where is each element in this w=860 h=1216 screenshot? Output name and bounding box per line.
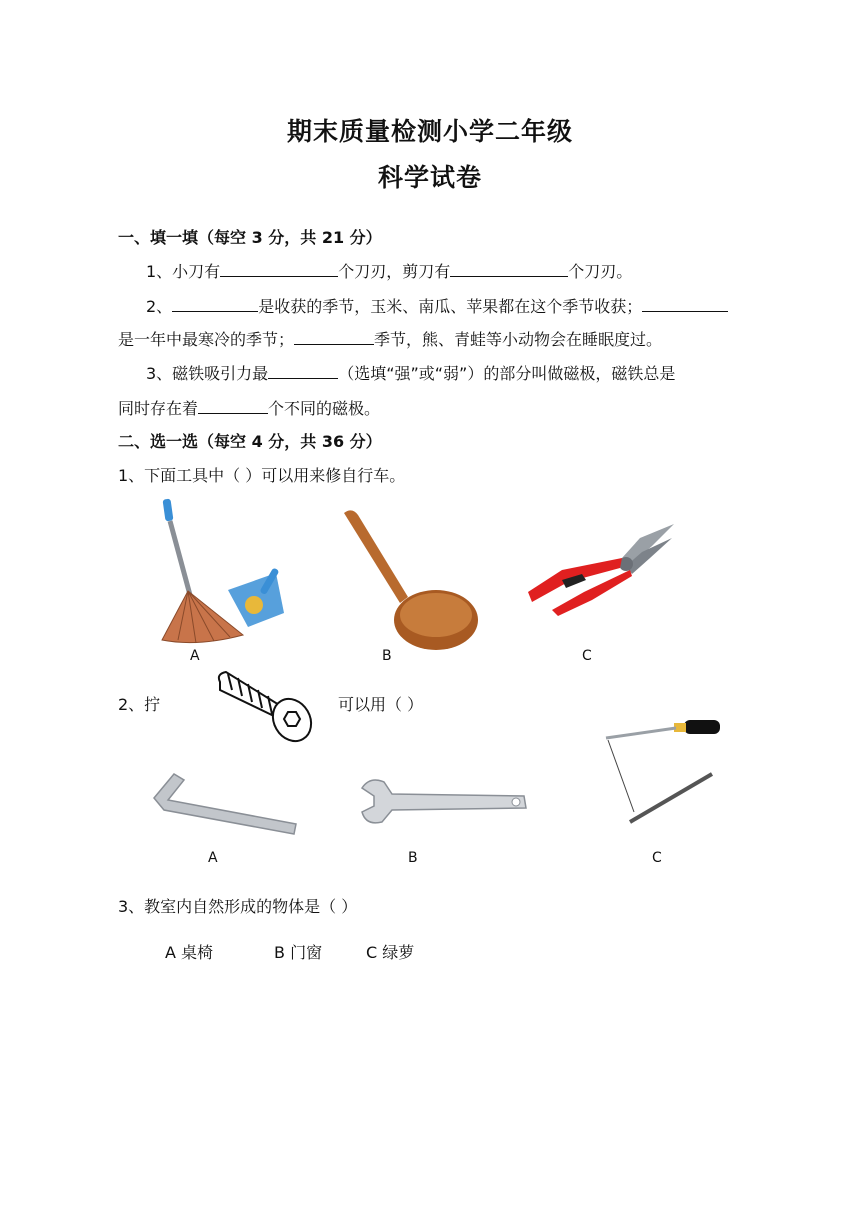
broom-dustpan-icon[interactable]: [148, 495, 293, 645]
q3-text-d: 个不同的磁极。: [268, 399, 381, 418]
q3-option-b[interactable]: B 门窗: [274, 943, 323, 962]
answer-blank[interactable]: [642, 295, 728, 312]
answer-blank[interactable]: [294, 328, 374, 345]
q2-text-b: 是收获的季节，玉米、南瓜、苹果都在这个季节收获；: [258, 297, 643, 316]
q2-option-a-label[interactable]: A: [208, 850, 218, 866]
q2-text-a: 2、: [146, 297, 173, 316]
q3-text-c: 同时存在着: [118, 399, 199, 418]
fill-question-2: [146, 294, 728, 317]
allen-key-icon[interactable]: [144, 768, 304, 838]
answer-blank[interactable]: [220, 260, 338, 277]
fill-question-3-cont: [118, 396, 380, 419]
q3-option-c[interactable]: C 绿萝: [366, 943, 415, 962]
q2-option-c-label[interactable]: C: [652, 850, 662, 866]
section2-heading: 二、选一选（每空 4 分，共 36 分）: [118, 432, 382, 451]
q3-text-b: （选填“强”或“弱”）的部分叫做磁极，磁铁总是: [338, 364, 676, 383]
q1-option-c-label[interactable]: C: [582, 648, 592, 664]
q1-option-b-label[interactable]: B: [382, 648, 392, 664]
answer-blank[interactable]: [198, 397, 268, 414]
q3-text-a: 3、磁铁吸引力最: [146, 364, 269, 383]
choice-question-3: 3、教室内自然形成的物体是（ ）: [118, 897, 358, 916]
choice-question-2-post: 可以用（ ）: [338, 695, 424, 714]
answer-blank[interactable]: [268, 362, 338, 379]
fill-question-3: [146, 361, 675, 384]
q1-option-a-label[interactable]: A: [190, 648, 200, 664]
q2-option-b-label[interactable]: B: [408, 850, 418, 866]
hex-socket-screw-icon: [214, 668, 314, 744]
q2-text-c: 是一年中最寒冷的季节；: [118, 330, 295, 349]
fill-question-2-cont: [118, 327, 662, 350]
choice-question-2-pre: 2、拧: [118, 695, 161, 714]
q2-text-d: 季节，熊、青蛙等小动物会在睡眠度过。: [374, 330, 663, 349]
answer-blank[interactable]: [450, 260, 568, 277]
wooden-ladle-icon[interactable]: [338, 505, 483, 650]
pliers-icon[interactable]: [522, 518, 682, 618]
answer-blank[interactable]: [172, 295, 258, 312]
section1-heading: 一、填一填（每空 3 分，共 21 分）: [118, 228, 382, 247]
page-subtitle: 科学试卷: [377, 163, 482, 192]
q1-text-c: 个刀刃。: [568, 262, 633, 281]
fill-question-1: [146, 259, 632, 282]
q3-option-a[interactable]: A 桌椅: [165, 943, 214, 962]
q1-text-b: 个刀刃，剪刀有: [338, 262, 451, 281]
adjustable-wrench-icon[interactable]: [356, 772, 531, 832]
q1-text-a: 1、小刀有: [146, 262, 221, 281]
page-title: 期末质量检测小学二年级: [286, 117, 573, 146]
choice-question-1: 1、下面工具中（ ）可以用来修自行车。: [118, 466, 406, 485]
screwdriver-icon[interactable]: [600, 718, 725, 833]
